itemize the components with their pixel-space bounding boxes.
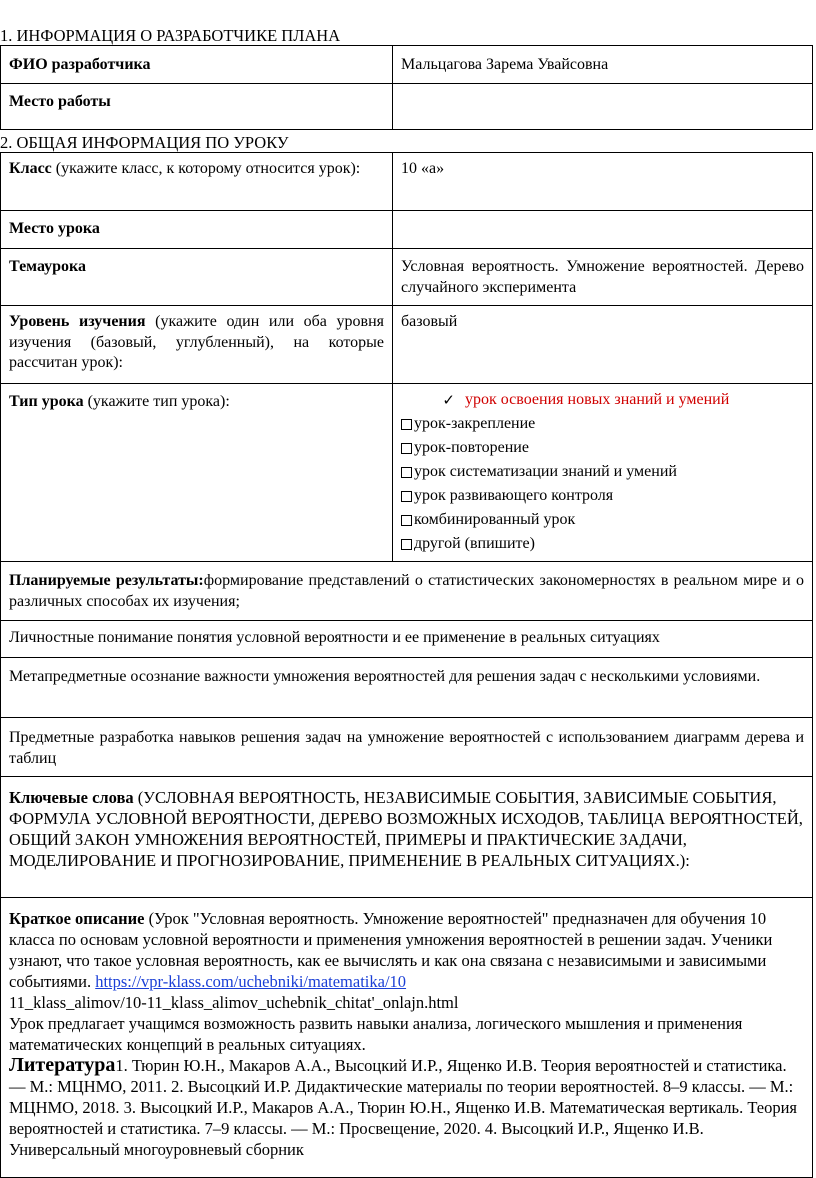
lesson-type-label: Тип урока (укажите тип урока): xyxy=(1,384,393,562)
table-row xyxy=(1,621,813,658)
developer-name-value: Мальцагова Зарема Увайсовна xyxy=(393,46,813,84)
lesson-type-option[interactable]: урок-повторение xyxy=(401,436,804,460)
lesson-place-label: Место урока xyxy=(1,211,393,249)
checkmark-icon: ✓ xyxy=(442,391,455,409)
lesson-type-option[interactable]: другой (впишите) xyxy=(401,532,804,556)
developer-name-label: ФИО разработчика xyxy=(1,46,393,84)
table-row xyxy=(1,306,813,384)
developer-info-table xyxy=(0,45,813,130)
section1-heading: 1. ИНФОРМАЦИЯ О РАЗРАБОТЧИКЕ ПЛАНА xyxy=(0,26,341,45)
table-row xyxy=(1,562,813,621)
section2-heading: 2. ОБЩАЯ ИНФОРМАЦИЯ ПО УРОКУ xyxy=(0,133,289,152)
table-row xyxy=(1,211,813,249)
checkbox-icon xyxy=(401,491,412,502)
checkbox-icon xyxy=(401,539,412,550)
study-level-value: базовый xyxy=(393,306,813,384)
planned-results: Планируемые результаты:формирование представлений о статистических закономерностях в реальном мире и о различных способах их изучения; xyxy=(1,562,813,621)
metasubject-results: Метапредметные осознание важности умножения вероятностей для решения задач с несколькими условиями. xyxy=(1,658,813,718)
checkbox-icon xyxy=(401,419,412,430)
lesson-type-option[interactable]: урок-закрепление xyxy=(401,412,804,436)
table-row xyxy=(1,249,813,306)
table-row xyxy=(1,898,813,1178)
subject-results: Предметные разработка навыков решения задач на умножение вероятностей с использованием диаграмм дерева и таблиц xyxy=(1,718,813,777)
topic-label: Темаурока xyxy=(1,249,393,306)
lesson-type-option[interactable]: урок систематизации знаний и умений xyxy=(401,460,804,484)
workplace-value xyxy=(393,84,813,130)
checkbox-icon xyxy=(401,443,412,454)
table-row xyxy=(1,658,813,718)
keywords: Ключевые слова (УСЛОВНАЯ ВЕРОЯТНОСТЬ, НЕЗАВИСИМЫЕ СОБЫТИЯ, ЗАВИСИМЫЕ СОБЫТИЯ, ФОРМУЛА УСЛОВНОЙ ВЕРОЯТНОСТИ, ДЕРЕВО ВОЗМОЖНЫХ ИСХОДОВ, ТАБЛИЦА ВЕРОЯТНОСТЕЙ, ОБЩИЙ ЗАКОН УМНОЖЕНИЯ ВЕРОЯТНОСТЕЙ, ПРИМЕРЫ И ПРАКТИЧЕСКИЕ ЗАДАЧИ, МОДЕЛИРОВАНИЕ И ПРОГНОЗИРОВАНИЕ, ПРИМЕНЕНИЕ В РЕАЛЬНЫХ СИТУАЦИЯХ.): xyxy=(1,777,813,898)
topic-value: Условная вероятность. Умножение вероятностей. Дерево случайного эксперимента xyxy=(393,249,813,306)
literature-list: 1. Тюрин Ю.Н., Макаров А.А., Высоцкий И.Р., Ященко И.В. Теория вероятностей и статистика. — М.: МЦНМО, 2011. 2. Высоцкий И.Р. Дидактические материалы по теории вероятностей. 8–9 классы. — М.: МЦНМО, 2018. 3. Высоцкий И.Р., Макаров А.А., Тюрин Ю.Н., Ященко И.В. Математическая вертикаль. Теория вероятностей и статистика. 7–9 классы. — М.: Просвещение, 2020. 4. Высоцкий И.Р., Ященко И.В. Универсальный многоуровневый сборник xyxy=(9,1056,798,1159)
textbook-link[interactable]: https://vpr-klass.com/uchebniki/matematika/10 xyxy=(95,972,407,991)
table-row xyxy=(1,384,813,562)
table-row xyxy=(1,777,813,898)
short-description: Краткое описание (Урок "Условная вероятность. Умножение вероятностей" предназначен для обучения 10 класса по основам условной вероятности и применения умножения вероятностей в решении задач. Ученики узнают, что такое условная вероятность, как ее вычислять и как она связана с независимыми и зависимыми событиями. https://vpr-klass.com/uchebniki/matematika/10 11_klass_alimov/10-11_klass_alimov_uchebnik_chitat'_onlajn.html Урок предлагает учащимся возможность развить навыки анализа, логического мышления и применения математических концепций в реальных ситуациях. Литература1. Тюрин Ю.Н., Макаров А.А., Высоцкий И.Р., Ященко И.В. Теория вероятностей и статистика. — М.: МЦНМО, 2011. 2. Высоцкий И.Р. Дидактические материалы по теории вероятностей. 8–9 классы. — М.: МЦНМО, 2018. 3. Высоцкий И.Р., Макаров А.А., Тюрин Ю.Н., Ященко И.В. Математическая вертикаль. Теория вероятностей и статистика. 7–9 классы. — М.: Просвещение, 2020. 4. Высоцкий И.Р., Ященко И.В. Универсальный многоуровневый сборник xyxy=(1,898,813,1178)
table-row xyxy=(1,718,813,777)
table-row xyxy=(1,46,813,84)
class-label: Класс (укажите класс, к которому относится урок): xyxy=(1,153,393,211)
literature-label: Литература xyxy=(9,1054,116,1076)
lesson-type-options xyxy=(393,384,813,562)
personal-results: Личностные понимание понятия условной вероятности и ее применение в реальных ситуациях xyxy=(1,621,813,658)
checked-option-label: урок освоения новых знаний и умений xyxy=(465,391,730,408)
lesson-info-table xyxy=(0,152,813,1178)
checkbox-icon xyxy=(401,515,412,526)
checkbox-icon xyxy=(401,467,412,478)
lesson-type-option[interactable]: урок развивающего контроля xyxy=(401,484,804,508)
table-row xyxy=(1,84,813,130)
lesson-place-value xyxy=(393,211,813,249)
table-row xyxy=(1,153,813,211)
study-level-label: Уровень изучения (укажите один или оба уровня изучения (базовый, углубленный), на которые рассчитан урок): xyxy=(1,306,393,384)
workplace-label: Место работы xyxy=(1,84,393,130)
lesson-type-option[interactable]: комбинированный урок xyxy=(401,508,804,532)
lesson-type-option-checked[interactable] xyxy=(401,388,804,412)
class-value: 10 «а» xyxy=(393,153,813,211)
